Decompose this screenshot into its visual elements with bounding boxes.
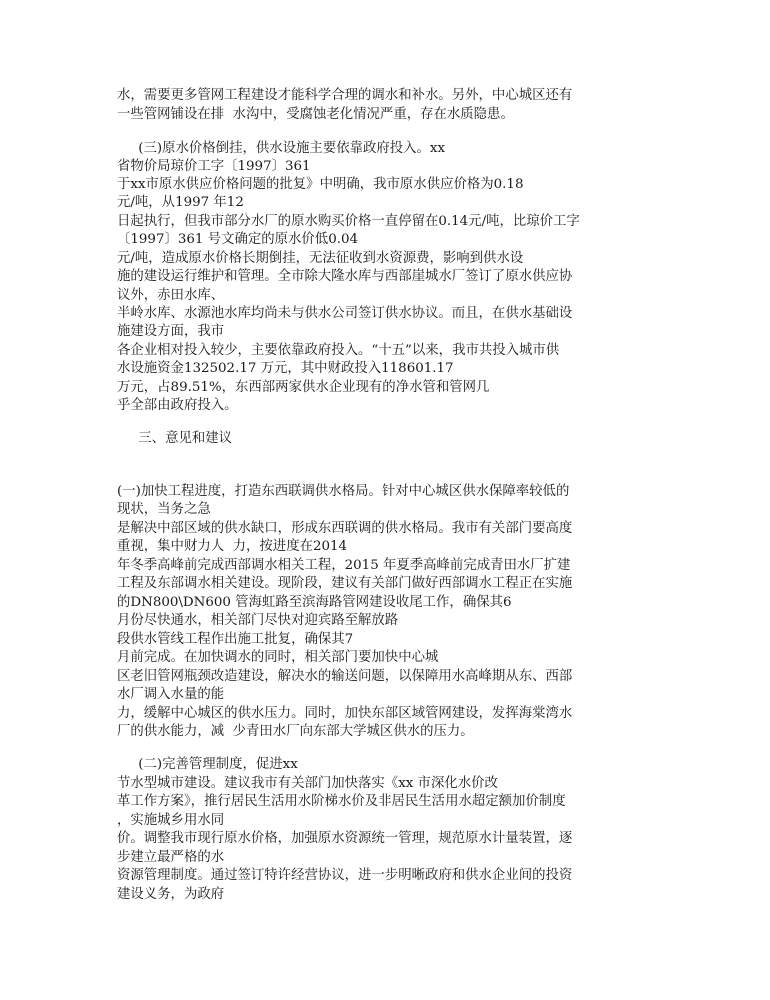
text-line: 价。调整我市现行原水价格，加强原水资源统一管理，规范原水计量装置，逐 (117, 831, 573, 846)
text-line: ，实施城乡用水同 (117, 813, 225, 828)
text-line: 段供水管线工程作出施工批复，确保其7 (117, 632, 354, 647)
text-line: 年冬季高峰前完成西部调水相关工程，2015 年夏季高峰前完成青田水厂扩建 (117, 558, 571, 573)
text-line: 资源管理制度。通过签订特许经营协议，进一步明晰政府和供水企业间的投资 (117, 868, 573, 883)
text-line: 月份尽快通水，相关部门尽快对迎宾路至解放路 (117, 613, 399, 628)
text-line: 区老旧管网瓶颈改造建设，解决水的输送问题，以保障用水高峰期从东、西部 (117, 669, 573, 684)
text-line: 水，需要更多管网工程建设才能科学合理的调水和补水。另外，中心城区还有 (117, 88, 573, 103)
text-line: 工程及东部调水相关建设。现阶段，建议有关部门做好西部调水工程正在实施 (117, 576, 573, 591)
text-line: 建设义务，为政府 (117, 887, 225, 902)
text-line: 〔1997〕361 号文确定的原水价低0.04 (117, 232, 359, 247)
text-line: 于xx市原水供应价格问题的批复》中明确，我市原水供应价格为0.18 (117, 177, 524, 192)
text-line: (二)完善管理制度，促进xx (117, 757, 298, 772)
text-line: 日起执行，但我市部分水厂的原水购买价格一直停留在0.14元/吨，比琼价工字 (117, 214, 580, 229)
text-line: 重视，集中财力人 力，按进度在2014 (117, 539, 348, 554)
text-line: 的DN800\DN600 管海虹路至滨海路管网建设收尾工作，确保其6 (117, 595, 512, 610)
text-line: 力，缓解中心城区的供水压力。同时，加快东部区域管网建设，发挥海棠湾水 (117, 706, 573, 721)
text-line: (三)原水价格倒挂，供水设施主要依靠政府投入。xx (117, 141, 446, 156)
text-line: 省物价局琼价工字〔1997〕361 (117, 159, 311, 174)
text-line: 步建立最严格的水 (117, 850, 225, 865)
text-line: 万元，占89.51%，东西部两家供水企业现有的净水管和管网几 (117, 380, 490, 395)
text-line: 水设施资金132502.17 万元，其中财政投入118601.17 (117, 361, 454, 376)
text-line: 施的建设运行维护和管理。全市除大隆水库与西部崖城水厂签订了原水供应协 (117, 269, 573, 284)
text-line: 各企业相对投入较少，主要依靠政府投入。“十五”以来，我市共投入城市供 (117, 343, 560, 358)
text-line: 现状，当务之急 (117, 502, 211, 517)
text-line: (一)加快工程进度，打造东西联调供水格局。针对中心城区供水保障率较低的 (117, 484, 570, 499)
text-line: 半岭水库、水源池水库均尚未与供水公司签订供水协议。而且，在供水基础设 (117, 306, 573, 321)
text-line: 是解决中部区域的供水缺口，形成东西联调的供水格局。我市有关部门要高度 (117, 521, 573, 536)
text-line: 施建设方面，我市 (117, 324, 225, 339)
text-line: 乎全部由政府投入。 (117, 398, 238, 413)
text-line: 一些管网铺设在排 水沟中，受腐蚀老化情况严重，存在水质隐患。 (117, 107, 514, 122)
text-line: 元/吨，从1997 年12 (117, 195, 244, 210)
text-line: 节水型城市建设。建议我市有关部门加快落实《xx 市深化水价改 (117, 776, 498, 791)
text-line: 议外，赤田水库、 (117, 288, 225, 303)
text-line: 革工作方案》，推行居民生活用水阶梯水价及非居民生活用水超定额加价制度 (117, 794, 566, 809)
text-line: 厂的供水能力，减 少青田水厂向东部大学城区供水的压力。 (117, 724, 474, 739)
text-line: 水厂调入水量的能 (117, 687, 225, 702)
text-line: 月前完成。在加快调水的同时，相关部门要加快中心城 (117, 650, 439, 665)
section-heading: 三、意见和建议 (117, 431, 233, 446)
text-line: 元/吨，造成原水价格长期倒挂，无法征收到水资源费，影响到供水设 (117, 251, 524, 266)
